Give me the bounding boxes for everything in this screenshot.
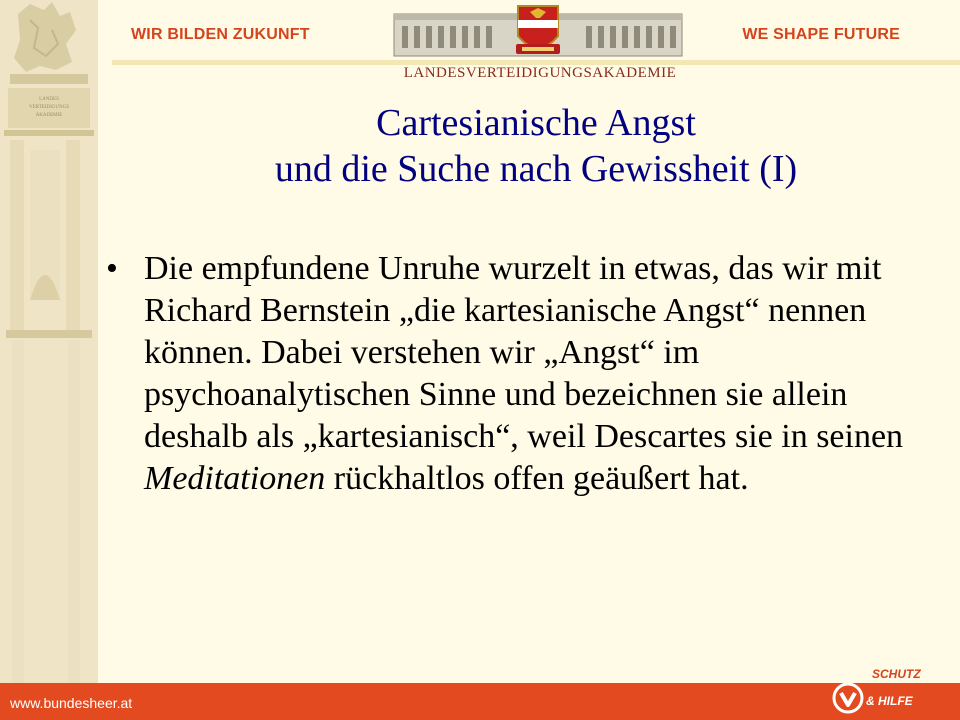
building-statue-image <box>0 0 98 683</box>
bullet-text-after: rückhaltlos offen geäußert hat. <box>325 460 749 497</box>
badge-line1: SCHUTZ <box>872 667 921 681</box>
footer-url[interactable]: www.bundesheer.at <box>10 695 133 711</box>
footer-bar <box>0 683 960 720</box>
svg-text:VERTEIDIGUNGS: VERTEIDIGUNGS <box>29 105 69 110</box>
slogan-german: WIR BILDEN ZUKUNFT <box>131 26 310 43</box>
slide-title-line2: und die Suche nach Gewissheit (I) <box>274 148 798 190</box>
left-decorative-strip <box>0 0 98 683</box>
slide-title-line1: Cartesianische Angst <box>376 102 696 144</box>
slogan-english: WE SHAPE FUTURE <box>742 26 900 43</box>
svg-text:AKADEMIE: AKADEMIE <box>35 113 63 118</box>
academy-name: LANDESVERTEIDIGUNGSAKADEMIE <box>403 65 677 81</box>
bullet-text-italic: Meditationen <box>144 460 326 497</box>
bullet-item <box>144 248 914 500</box>
slide-title <box>112 100 960 192</box>
academy-crest-logo <box>390 4 686 64</box>
schutz-hilfe-shield-icon <box>832 682 864 714</box>
bullet-marker-icon: • <box>106 250 118 287</box>
badge-line2: & HILFE <box>866 694 913 708</box>
bullet-text-before: Die empfundene Unruhe wurzelt in etwas, das wir mit Richard Bernstein „die kartesianische Angst“ nennen können. Dabei verstehen wir „Angst“ im psychoanalytischen Sinne und bezeichnen sie allein deshalb als „kartesianisch“, weil Descartes sie in seinen <box>144 250 904 455</box>
schutz-hilfe-badge <box>866 668 921 708</box>
svg-text:LANDES: LANDES <box>39 97 59 102</box>
